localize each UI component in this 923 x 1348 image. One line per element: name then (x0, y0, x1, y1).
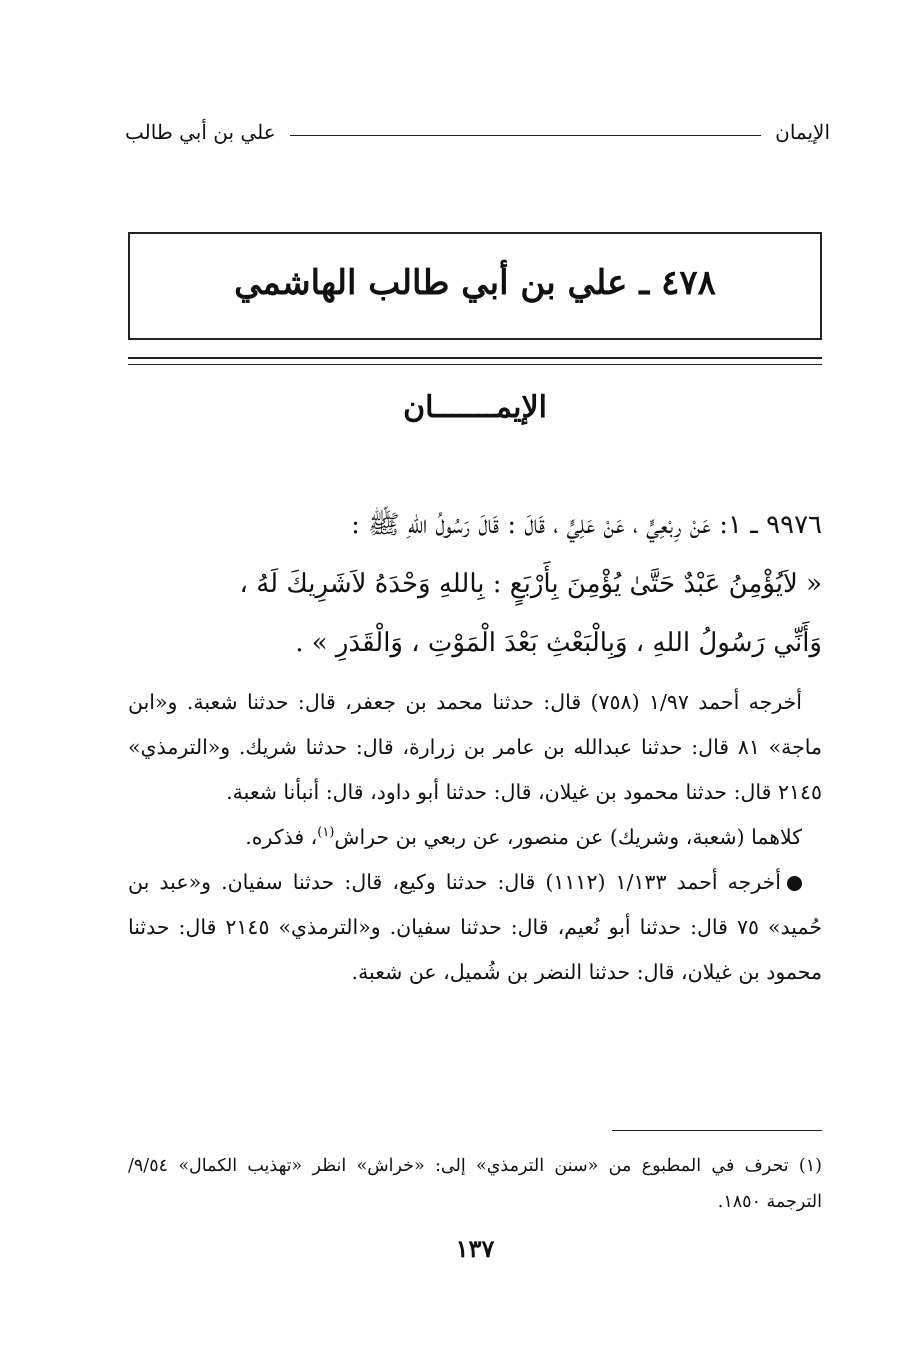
section-title: الإيمـــــــان (403, 390, 547, 425)
footnote-rule (612, 1130, 822, 1131)
takhrij-paragraph (128, 860, 822, 995)
hadith-line: « لاَيُؤْمِنُ عَبْدٌ حَتَّىٰ يُؤْمِنَ بِأَرْبَعٍ : بِاللهِ وَحْدَهُ لاَشَرِيكَ لَهُ ، (239, 569, 822, 599)
title-rule-top (128, 357, 822, 359)
footnote (128, 1148, 822, 1220)
bullet-icon (787, 876, 802, 891)
title-box (128, 232, 822, 340)
takhrij-paragraph: أخرجه أحمد ١/٩٧ (٧٥٨) قال: حدثنا محمد بن جعفر، قال: حدثنا شعبة. و«ابن ماجة» ٨١ قال: حدثنا عبدالله بن عامر بن زرارة، قال: حدثنا شريك. و«الترمذي» ٢١٤٥ قال: حدثنا محمود بن غيلان، قال: حدثنا أبو داود، قال: أنبأنا شعبة. (128, 690, 822, 804)
page-number: ١٣٧ (455, 1234, 495, 1263)
header-rule (290, 135, 762, 136)
takhrij-text: أخرجه أحمد ١/١٣٣ (١١١٢) قال: حدثنا وكيع، قال: حدثنا سفيان. و«عبد بن حُميد» ٧٥ قال: حدثنا أبو نُعيم، قال: حدثنا سفيان. و«الترمذي» ٢١٤٥ قال: حدثنا محمود بن غيلان، قال: حدثنا النضر بن شُميل، عن شعبة. (128, 870, 823, 984)
takhrij-paragraph (128, 815, 822, 860)
takhrij-text: كلاهما (شعبة، وشريك) عن منصور، عن ربعي بن حراش (334, 825, 802, 849)
takhrij-text: ، فذكره. (245, 825, 318, 849)
takhrij-section (128, 680, 822, 995)
hadith-line: وَأَنِّي رَسُولُ اللهِ ، وَبِالْبَعْثِ بَعْدَ الْمَوْتِ ، وَالْقَدَرِ » . (295, 628, 822, 658)
running-header (125, 114, 830, 150)
header-chapter-title: الإيمان (775, 120, 830, 144)
header-section-title: علي بن أبي طالب (125, 120, 276, 144)
footnote-reference[interactable]: (١) (317, 825, 335, 841)
title-rule-bottom (128, 364, 822, 365)
footnote-text: (١) تحرف في المطبوع من «سنن الترمذي» إلى: «خراش» انظر «تهذيب الكمال» ٩/٥٤/ الترجمة ١٨٥٠. (128, 1156, 822, 1212)
page-title: ٤٧٨ ـ علي بن أبي طالب الهاشمي (234, 263, 716, 303)
hadith-line: ٩٩٧٦ ـ ١: عَنْ رِبْعِيٍّ ، عَنْ عَلِيٍّ ، قَالَ : قَالَ رَسُولُ اللهِ ﷺ : (351, 510, 822, 540)
hadith-text (128, 496, 822, 673)
